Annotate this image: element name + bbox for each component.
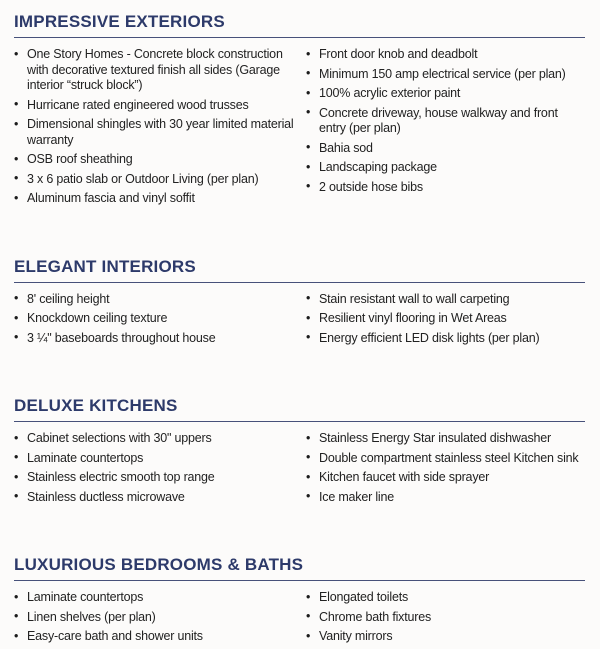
feature-text: Stain resistant wall to wall carpeting <box>319 291 510 306</box>
list-item <box>14 470 294 486</box>
feature-text: Elongated toilets <box>319 590 409 604</box>
column-right <box>306 47 585 211</box>
column-left <box>14 47 306 211</box>
list-item <box>306 47 585 63</box>
feature-text: Double compartment stainless steel Kitchen sink <box>319 450 579 465</box>
feature-text: Hurricane rated engineered wood trusses <box>27 97 249 112</box>
feature-text: Laminate countertops <box>27 590 144 604</box>
list-item <box>14 191 294 207</box>
section-columns <box>14 431 585 509</box>
feature-text: OSB roof sheathing <box>27 152 133 166</box>
feature-list <box>306 431 585 505</box>
list-item <box>306 106 585 137</box>
feature-text: Landscaping package <box>319 160 437 174</box>
list-item <box>14 152 294 168</box>
list-item <box>306 67 585 83</box>
feature-text: Bahia sod <box>319 140 373 155</box>
section-title: IMPRESSIVE EXTERIORS <box>14 12 225 31</box>
list-item <box>306 590 585 606</box>
feature-text: Chrome bath fixtures <box>319 609 432 624</box>
feature-text: Knockdown ceiling texture <box>27 311 168 325</box>
column-right <box>306 292 585 351</box>
feature-text: Stainless electric smooth top range <box>27 470 215 484</box>
feature-text: Vanity mirrors <box>319 629 393 643</box>
feature-list <box>306 47 585 195</box>
feature-text: Kitchen faucet with side sprayer <box>319 470 490 484</box>
column-right <box>306 590 585 649</box>
feature-text: Easy-care bath and shower units <box>27 629 203 643</box>
feature-list <box>14 292 294 347</box>
list-item <box>14 47 294 94</box>
list-item <box>14 98 294 114</box>
section-title: ELEGANT INTERIORS <box>14 256 196 276</box>
feature-text: Aluminum fascia and vinyl soffit <box>27 191 195 205</box>
list-item <box>306 331 585 347</box>
list-item <box>306 160 585 176</box>
list-item <box>306 141 585 157</box>
feature-text: 2 outside hose bibs <box>319 179 423 194</box>
feature-section <box>14 396 585 509</box>
feature-text: 100% acrylic exterior paint <box>319 86 461 100</box>
feature-list <box>14 590 294 645</box>
list-item <box>14 172 294 188</box>
feature-section <box>14 12 585 211</box>
list-item <box>306 490 585 506</box>
feature-list <box>14 47 294 207</box>
section-divider <box>14 580 585 581</box>
list-item <box>14 629 294 645</box>
column-left <box>14 431 306 509</box>
list-item <box>14 292 294 308</box>
list-item <box>306 629 585 645</box>
section-divider <box>14 37 585 38</box>
feature-text: Cabinet selections with 30" uppers <box>27 431 212 445</box>
feature-list <box>306 292 585 347</box>
list-item <box>14 311 294 327</box>
list-item <box>14 431 294 447</box>
section-columns <box>14 590 585 649</box>
column-left <box>14 590 306 649</box>
list-item <box>14 610 294 626</box>
list-item <box>306 311 585 327</box>
list-item <box>306 180 585 196</box>
feature-section <box>14 555 585 649</box>
feature-text: Ice maker line <box>319 489 395 504</box>
list-item <box>306 451 585 467</box>
feature-text: 3 ¼" baseboards throughout house <box>27 330 216 345</box>
column-right <box>306 431 585 509</box>
feature-text: One Story Homes - Concrete block construction with decorative textured finish all sides (Garage interior “struck block”) <box>27 47 283 92</box>
list-item <box>306 431 585 447</box>
feature-text: Stainless Energy Star insulated dishwasher <box>319 431 552 445</box>
feature-section <box>14 257 585 351</box>
list-item <box>14 590 294 606</box>
feature-text: Energy efficient LED disk lights (per plan) <box>319 330 540 345</box>
section-title: DELUXE KITCHENS <box>14 396 178 415</box>
feature-list <box>14 431 294 505</box>
list-item <box>306 610 585 626</box>
feature-text: Linen shelves (per plan) <box>27 609 156 624</box>
feature-text: Front door knob and deadbolt <box>319 47 478 61</box>
list-item <box>14 490 294 506</box>
section-divider <box>14 282 585 283</box>
section-columns <box>14 47 585 211</box>
feature-text: Minimum 150 amp electrical service (per plan) <box>319 66 566 81</box>
section-divider <box>14 421 585 422</box>
feature-text: Resilient vinyl flooring in Wet Areas <box>319 311 507 325</box>
feature-text: Laminate countertops <box>27 450 144 465</box>
list-item <box>306 86 585 102</box>
feature-text: Concrete driveway, house walkway and front entry (per plan) <box>319 105 558 135</box>
feature-text: 8' ceiling height <box>27 291 110 306</box>
section-columns <box>14 292 585 351</box>
list-item <box>14 451 294 467</box>
list-item <box>306 470 585 486</box>
section-title: LUXURIOUS BEDROOMS & BATHS <box>14 555 304 574</box>
feature-list <box>306 590 585 645</box>
list-item <box>306 292 585 308</box>
column-left <box>14 292 306 351</box>
feature-text: Stainless ductless microwave <box>27 489 185 504</box>
feature-text: Dimensional shingles with 30 year limited material warranty <box>27 117 294 147</box>
list-item <box>14 331 294 347</box>
feature-text: 3 x 6 patio slab or Outdoor Living (per plan) <box>27 171 259 186</box>
list-item <box>14 117 294 148</box>
